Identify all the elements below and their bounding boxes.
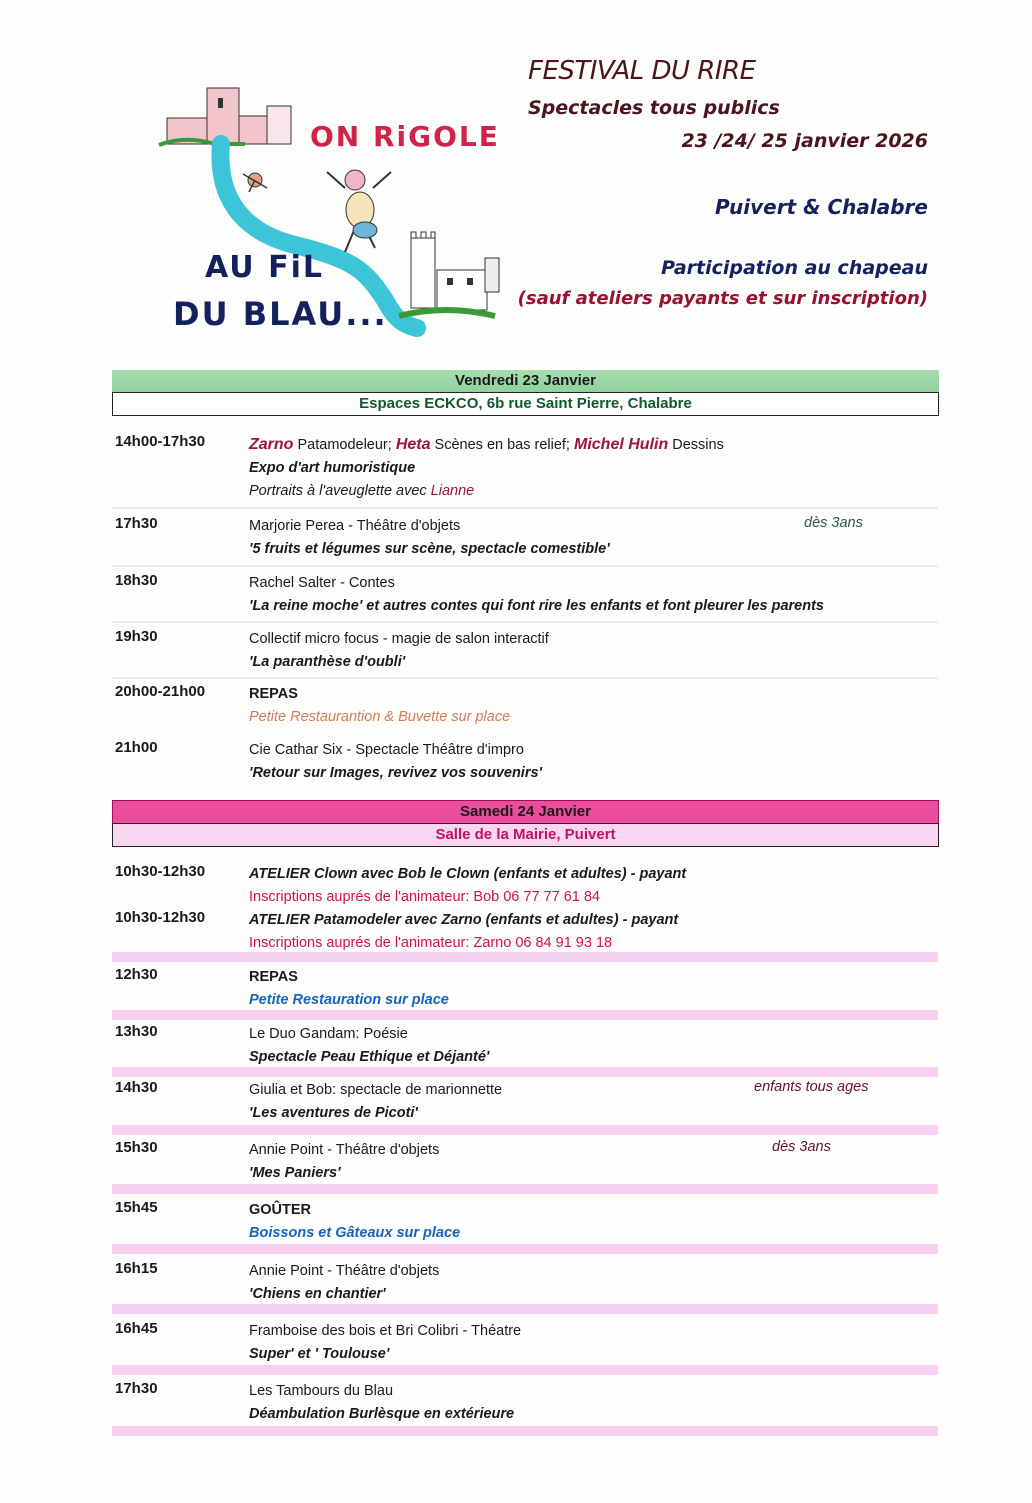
event-body — [249, 572, 929, 618]
row-separator — [112, 1426, 938, 1436]
age-tag: enfants tous ages — [754, 1079, 869, 1095]
event-title: Le Duo Gandam: Poésie — [249, 1026, 408, 1042]
event-time: 16h15 — [115, 1260, 158, 1277]
event-time: 15h45 — [115, 1199, 158, 1216]
event-subtitle: 'Chiens en chantier' — [249, 1286, 386, 1302]
event-time: 15h30 — [115, 1139, 158, 1156]
event-title: Annie Point - Théâtre d'objets — [249, 1263, 440, 1279]
event-title: Cie Cathar Six - Spectacle Théâtre d'impro — [249, 742, 524, 758]
event-body — [249, 433, 929, 503]
artist-name: Heta — [395, 436, 431, 453]
event-time: 10h30-12h30 — [115, 909, 206, 926]
event-body — [249, 966, 929, 1012]
row-separator — [112, 1244, 938, 1254]
event-title: REPAS — [249, 969, 298, 985]
event-subtitle: Super' et ' Toulouse' — [249, 1346, 390, 1362]
age-tag: dès 3ans — [772, 1139, 831, 1155]
festival-exception: (sauf ateliers payants et sur inscription) — [517, 288, 928, 309]
event-body — [249, 1199, 929, 1245]
logo-du-blau: DU BLAU... — [173, 295, 388, 333]
note-prefix: Portraits à l'aveuglette avec — [249, 483, 427, 499]
event-subtitle: Boissons et Gâteaux sur place — [249, 1225, 461, 1241]
saturday-day-label: Samedi 24 Janvier — [112, 800, 939, 824]
row-separator — [112, 677, 938, 679]
event-title: Annie Point - Théâtre d'objets — [249, 1142, 440, 1158]
event-time: 14h30 — [115, 1079, 158, 1096]
artists-line — [249, 433, 929, 457]
row-separator — [112, 621, 938, 623]
artist-role: Dessins — [672, 437, 724, 453]
event-title: Giulia et Bob: spectacle de marionnette — [249, 1082, 503, 1098]
inscription-info: Inscriptions auprés de l'animateur: Bob 06 77 77 61 84 — [249, 889, 600, 905]
festival-places: Puivert & Chalabre — [715, 195, 928, 219]
row-separator — [112, 1184, 938, 1194]
event-subtitle: 'La paranthèse d'oubli' — [249, 654, 406, 670]
event-title: Marjorie Perea - Théâtre d'objets — [249, 518, 461, 534]
event-body — [249, 1320, 929, 1366]
event-body — [249, 1023, 929, 1069]
event-title: ATELIER Clown avec Bob le Clown (enfants et adultes) - payant — [249, 866, 687, 882]
event-body — [249, 909, 929, 955]
row-separator — [112, 1125, 938, 1135]
festival-participation: Participation au chapeau — [661, 257, 928, 279]
row-separator — [112, 565, 938, 567]
event-title: Framboise des bois et Bri Colibri - Théatre — [249, 1323, 522, 1339]
castle-right-icon — [399, 232, 499, 316]
friday-place-label: Espaces ECKCO, 6b rue Saint Pierre, Chalabre — [112, 393, 939, 416]
festival-subtitle: Spectacles tous publics — [528, 97, 780, 119]
event-body — [249, 739, 929, 785]
logo-au-fil: AU FiL — [205, 250, 324, 285]
event-subtitle: Spectacle Peau Ethique et Déjanté' — [249, 1049, 490, 1065]
event-subtitle: Expo d'art humoristique — [249, 460, 416, 476]
event-body — [249, 1260, 929, 1306]
event-subtitle: '5 fruits et légumes sur scène, spectacle comestible' — [249, 541, 610, 557]
dog-icon — [243, 173, 267, 192]
row-separator — [112, 1010, 938, 1020]
row-separator — [112, 952, 938, 962]
friday-day-label: Vendredi 23 Janvier — [112, 370, 939, 393]
event-time: 17h30 — [115, 515, 158, 532]
event-title: Les Tambours du Blau — [249, 1383, 394, 1399]
saturday-banner — [112, 800, 939, 847]
event-time: 20h00-21h00 — [115, 683, 206, 700]
event-subtitle: 'Retour sur Images, revivez vos souvenirs' — [249, 765, 542, 781]
festival-title: FESTIVAL DU RIRE — [528, 56, 756, 86]
age-tag: dès 3ans — [804, 515, 863, 531]
event-time: 13h30 — [115, 1023, 158, 1040]
event-title: GOÛTER — [249, 1202, 312, 1218]
event-subtitle: 'Les aventures de Picoti' — [249, 1105, 418, 1121]
event-title: REPAS — [249, 686, 298, 702]
event-time: 14h00-17h30 — [115, 433, 206, 450]
event-subtitle: Petite Restaurantion & Buvette sur place — [249, 709, 511, 725]
laughing-figure-icon — [327, 170, 391, 252]
row-separator — [112, 1067, 938, 1077]
event-time: 19h30 — [115, 628, 158, 645]
event-time: 21h00 — [115, 739, 158, 756]
inscription-info: Inscriptions auprés de l'animateur: Zarno 06 84 91 93 18 — [249, 935, 613, 951]
row-separator — [112, 507, 938, 509]
note-artist-name: Lianne — [430, 483, 475, 499]
event-time: 10h30-12h30 — [115, 863, 206, 880]
event-body — [249, 628, 929, 674]
event-body — [249, 683, 929, 729]
event-subtitle: Déambulation Burlèsque en extérieure — [249, 1406, 515, 1422]
festival-logo — [155, 80, 515, 340]
artist-role: Scènes en bas relief; — [434, 437, 570, 453]
event-subtitle: 'La reine moche' et autres contes qui font rire les enfants et font pleurer les parents — [249, 598, 824, 614]
event-subtitle: Petite Restauration sur place — [249, 992, 449, 1008]
event-body — [249, 863, 929, 909]
event-subtitle: 'Mes Paniers' — [249, 1165, 341, 1181]
artist-name: Michel Hulin — [574, 436, 669, 453]
artist-name: Zarno — [249, 436, 294, 453]
event-time: 16h45 — [115, 1320, 158, 1337]
event-time: 18h30 — [115, 572, 158, 589]
event-note — [249, 480, 929, 503]
event-title: Rachel Salter - Contes — [249, 575, 395, 591]
event-time: 17h30 — [115, 1380, 158, 1397]
friday-banner — [112, 370, 939, 416]
saturday-place-label: Salle de la Mairie, Puivert — [112, 824, 939, 847]
artist-role: Patamodeleur; — [297, 437, 392, 453]
festival-dates: 23 /24/ 25 janvier 2026 — [681, 130, 928, 152]
event-time: 12h30 — [115, 966, 158, 983]
logo-on-rigole: ON RiGOLE — [310, 120, 500, 153]
event-body — [249, 1380, 929, 1426]
row-separator — [112, 1365, 938, 1375]
row-separator — [112, 1304, 938, 1314]
event-title: Collectif micro focus - magie de salon interactif — [249, 631, 549, 647]
event-title: ATELIER Patamodeler avec Zarno (enfants et adultes) - payant — [249, 912, 679, 928]
